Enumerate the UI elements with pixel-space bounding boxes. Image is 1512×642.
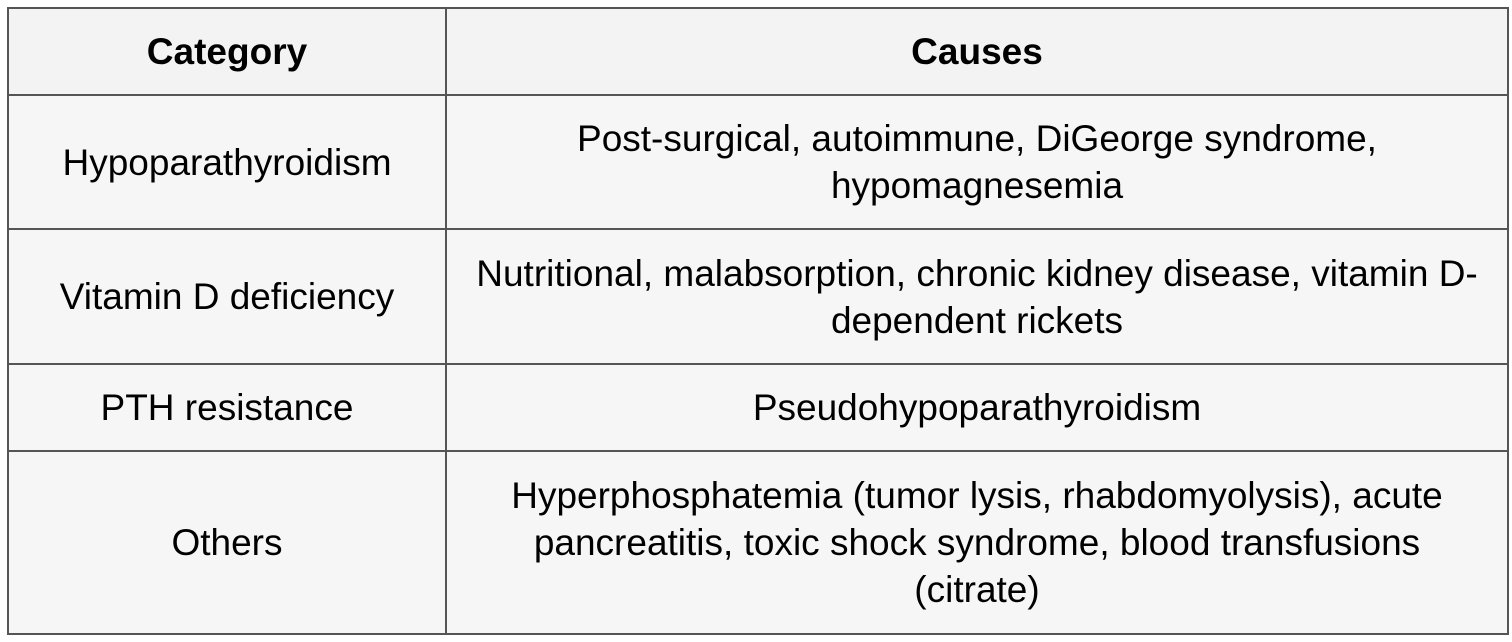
column-header-causes: Causes [446, 8, 1508, 95]
category-cell: Hypoparathyroidism [8, 95, 446, 229]
table-header-row [8, 8, 1508, 95]
hypocalcemia-causes-table [7, 7, 1509, 635]
table-row [8, 95, 1508, 229]
category-cell: Others [8, 451, 446, 634]
category-cell: Vitamin D deficiency [8, 229, 446, 364]
category-cell: PTH resistance [8, 364, 446, 451]
causes-cell: Pseudohypoparathyroidism [446, 364, 1508, 451]
table-row [8, 229, 1508, 364]
causes-cell: Nutritional, malabsorption, chronic kidney disease, vitamin D-dependent rickets [446, 229, 1508, 364]
table-row [8, 451, 1508, 634]
table-row [8, 364, 1508, 451]
causes-cell: Hyperphosphatemia (tumor lysis, rhabdomyolysis), acute pancreatitis, toxic shock syndrome, blood transfusions (citrate) [446, 451, 1508, 634]
causes-cell: Post-surgical, autoimmune, DiGeorge syndrome, hypomagnesemia [446, 95, 1508, 229]
column-header-category: Category [8, 8, 446, 95]
